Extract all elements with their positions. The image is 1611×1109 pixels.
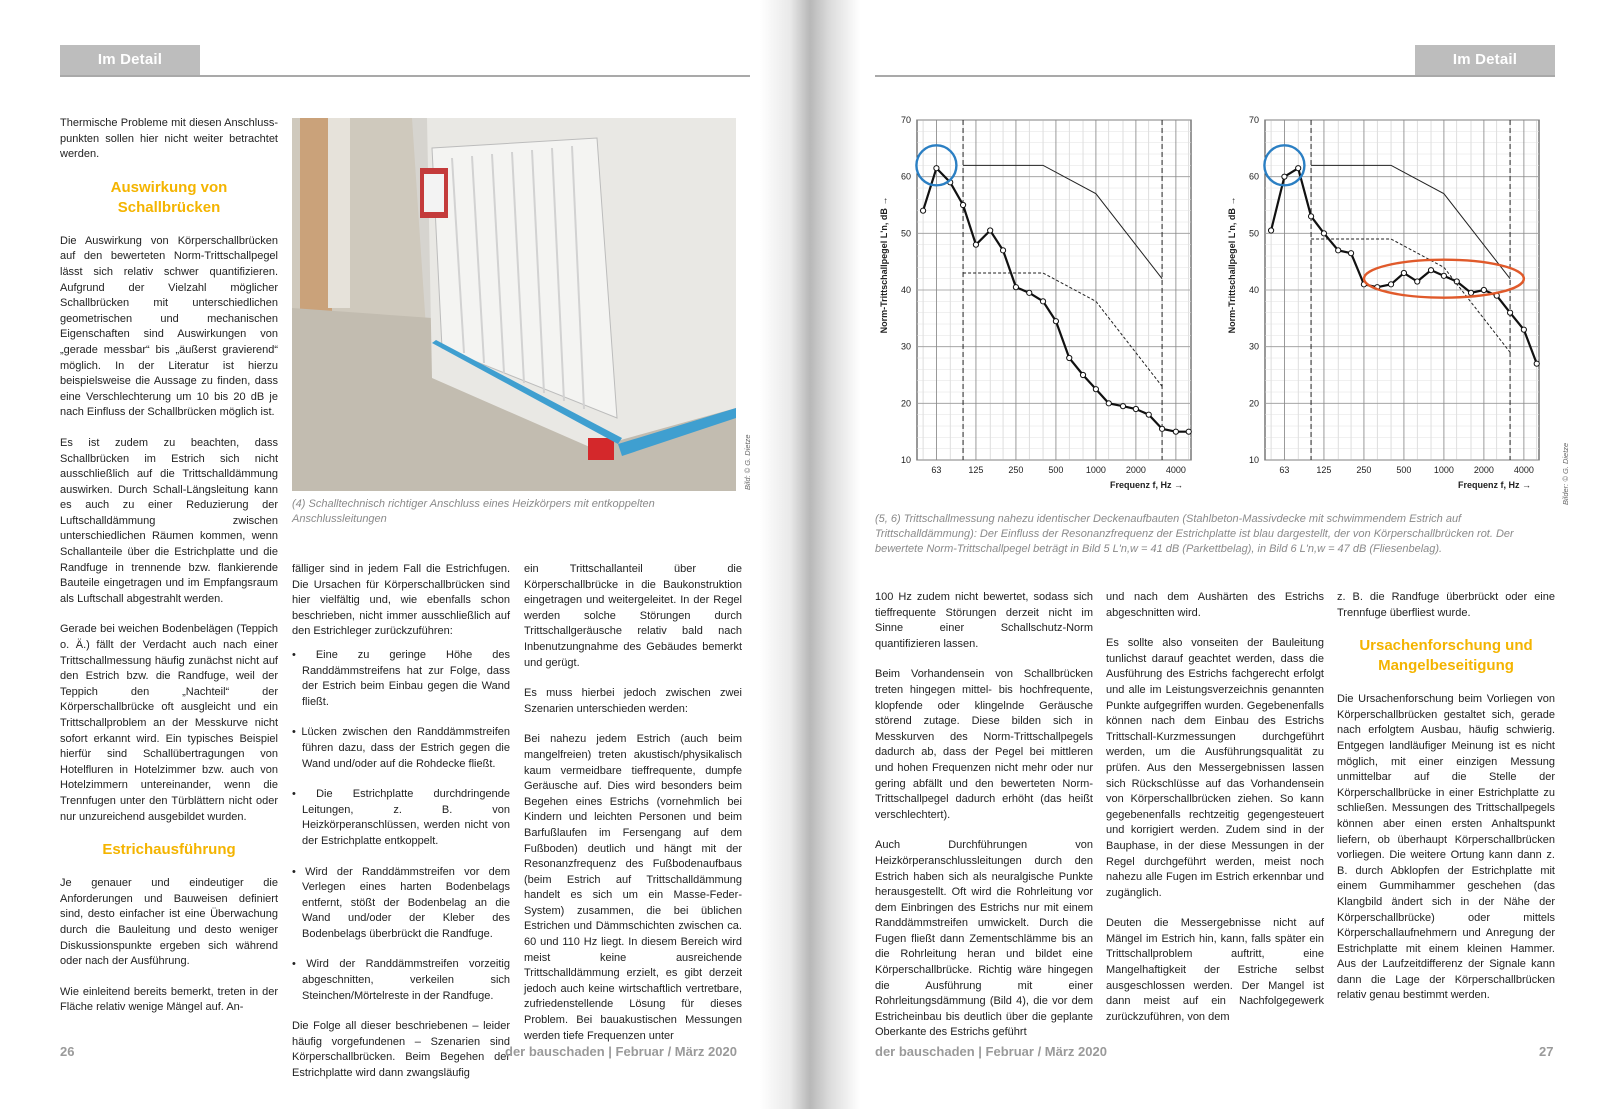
left-header xyxy=(60,45,750,77)
paragraph: z. B. die Randfuge überbrückt oder eine Trennfuge überfliest wurde. xyxy=(1337,591,1555,619)
paragraph: Die Auswirkung von Körperschallbrücken auf den bewerteten Norm-Trittschallpegel lässt sich relativ schwer quantifizieren. Aufgrund der Vielzahl möglicher Schallbrücken mit unterschiedlichen geometrischen und mechanischen Eigenschaften sind Auswirkungen von „gerade messbar“ bis „äußerst gravierend“ möglich. In der Literatur ist hierzu beispielsweise die Aussage zu finden, dass eine Verschlechterung um 10 bis 20 dB je nach Einfluss der Schallbrücken möglich ist. xyxy=(60,234,278,419)
y-tick-label: 50 xyxy=(900,228,911,239)
header-rule xyxy=(875,75,1555,77)
y-tick-label: 40 xyxy=(1248,285,1259,295)
section-heading: Auswirkung von Schallbrücken xyxy=(110,178,228,216)
data-point xyxy=(1106,401,1111,406)
radiator-photo xyxy=(292,118,736,491)
footer-title: der bauschaden | Februar / März 2020 xyxy=(505,1044,737,1059)
y-tick-label: 60 xyxy=(900,171,911,182)
data-point xyxy=(1507,310,1512,315)
x-tick-label: 1000 xyxy=(1433,465,1454,475)
page-number: 27 xyxy=(1539,1044,1554,1059)
bullet-item: • Wird der Randdämmstreifen vorzeitig abgeschnitten, verkeilen sich Steinchen/Mörtelreste in der Randfuge. xyxy=(292,957,510,1004)
data-point xyxy=(1468,290,1473,295)
left-column-2 xyxy=(292,562,510,1097)
bullet-item: • Eine zu geringe Höhe des Randdämmstreifens hat zur Folge, dass der Estrich beim Einbau gegen die Wand fließt. xyxy=(292,648,510,710)
right-column-2 xyxy=(1106,590,1324,1040)
paragraph: Bei nahezu jedem Estrich (auch beim mangelfreien) treten akustisch/physikalisch kaum vermeidbare tieffrequente, dumpfe Geräusche auf. Dies wird besonders beim Begehen eines Estrichs (vornehmlich bei Kindern und leichten Personen und beim Barfußlaufen im Fersengang auf dem Fußboden) deutlich und hängt mit der Resonanzfrequenz des Fußbodenaufbaus (beim Estrich auf Trittschalldämmung handelt es sich um ein Masse-Feder-System) zusammen, die bei üblichen Estrichen und Dämmschichten zwischen ca. 60 und 110 Hz liegt. In diesem Bereich wird meist keine ausreichende Trittschalldämmung erzielt, es gibt derzeit jedoch auch keine wirtschaftlich vertretbare, zufriedenstellende Lösung für dieses Problem. Bei bauakustischen Messungen werden tiefe Frequenzen unter xyxy=(524,733,742,1042)
x-axis-label: Frequenz f, Hz → xyxy=(1457,480,1531,490)
data-point xyxy=(1296,166,1301,171)
x-tick-label: 500 xyxy=(1048,465,1064,475)
data-point xyxy=(1186,429,1191,434)
x-tick-label: 1000 xyxy=(1085,465,1106,475)
charts-credit: Bilder: © G. Dietze xyxy=(1561,442,1570,505)
data-point xyxy=(1521,327,1526,332)
data-point xyxy=(1348,251,1353,256)
intro-paragraph: Thermische Probleme mit diesen Anschlusspunkten sollen hier nicht weiter betrachtet werden. xyxy=(60,117,278,161)
x-tick-label: 4000 xyxy=(1513,465,1534,475)
data-point xyxy=(934,166,939,171)
data-point xyxy=(1441,273,1446,278)
paragraph: Beim Vorhandensein von Schallbrücken treten hingegen mittel- bis hochfrequente, klopfende oder klingelnde Geräusche störend zutage. Diese bilden sich in Messkurven des Norm-Trittschallpegels dadurch ab, dass der Pegel bei mittleren und hohen Frequenzen nicht mehr oder nur gering abfällt und den bewerteten Norm-Trittschallpegel dadurch erhöht (das heißt verschlechtert). xyxy=(875,668,1093,821)
page-number: 26 xyxy=(60,1044,75,1059)
data-point xyxy=(1173,429,1178,434)
data-point xyxy=(1040,299,1045,304)
bullet-item: • Die Estrichplatte durchdringende Leitungen, z. B. von Heizkörperanschlüssen, werden nicht von der Estrichplatte entkoppelt. xyxy=(292,787,510,849)
paragraph: Es ist zudem zu beachten, dass Schallbrücken im Estrich sich nicht ausschließlich auf die Trittschalldämmung auswirken. Durch Schall-Längsleitung kann es auch zu einer Reduzierung der Luftschalldämmung zwischen unterschiedlichen Räumen kommen, wenn Schallanteile über die Estrichplatte und die Randfuge in trennende bzw. flankierende Bauteile eingetragen und im Empfangsraum als Luftschall abgestrahlt werden. xyxy=(60,436,278,605)
data-point xyxy=(1481,287,1486,292)
data-point xyxy=(1080,372,1085,377)
paragraph: Es sollte also vonseiten der Bauleitung tunlichst darauf geachtet werden, dass die Ausführung des Estrichs fachgerecht erfolgt und alle im Leistungsverzeichnis genannten Punkte aufgegriffen wurden. Gegebenenfalls können nach dem Einbau des Estrichs Trittschall-Kurzmessungen durchgeführt werden, um die Ausführungsqualität zu prüfen. Aus den Messergebnissen lassen sich Rückschlüsse auf das Vorhandensein von Körperschallbrücken ziehen. So kann gegebenenfalls rechtzeitig gegengesteuert und korrigiert werden. Zudem sind in der Bauphase, in der diese Messungen in der Regel durchgeführt werden, meist noch nahezu alle Fugen im Estrich erkennbar und zugänglich. xyxy=(1106,637,1324,899)
data-point xyxy=(1053,319,1058,324)
data-point xyxy=(973,242,978,247)
photo-caption: (4) Schalltechnisch richtiger Anschluss eines Heizkörpers mit entkoppelten Anschlussleitungen xyxy=(292,498,655,525)
x-tick-label: 125 xyxy=(1316,465,1332,475)
y-tick-label: 10 xyxy=(1248,455,1259,465)
chart-figure-6 xyxy=(1221,112,1551,507)
data-point xyxy=(1534,361,1539,366)
paragraph: ein Trittschallanteil über die Körperschallbrücke in die Baukonstruktion eingetragen und weitergeleitet. In der Regel werden solche Störungen durch Trittschallgeräusche relativ bald nach Inbenutzungnahme des Gebäudes bemerkt und gerügt. xyxy=(524,563,742,669)
data-point xyxy=(1027,290,1032,295)
header-tab: Im Detail xyxy=(60,45,200,75)
y-tick-label: 50 xyxy=(1248,228,1259,239)
y-tick-label: 20 xyxy=(1248,398,1259,409)
y-tick-label: 70 xyxy=(900,115,911,125)
data-point xyxy=(1133,406,1138,411)
data-point xyxy=(1428,268,1433,273)
data-point xyxy=(1000,248,1005,253)
y-axis-label: Norm-Trittschallpegel L'n, dB → xyxy=(879,196,889,334)
x-tick-label: 250 xyxy=(1356,465,1372,475)
bullet-item: • Wird der Randdämmstreifen vor dem Verlegen eines harten Bodenbelags entfernt, stößt der Bodenbelag an die Wand und/oder der Kleber des Bodenbelags überbrückt die Randfuge. xyxy=(292,865,510,943)
chart-figure-5 xyxy=(873,112,1203,507)
data-point xyxy=(1388,282,1393,287)
y-tick-label: 10 xyxy=(900,455,911,465)
paragraph: und nach dem Aushärten des Estrichs abgeschnitten wird. xyxy=(1106,591,1324,619)
left-column-1 xyxy=(60,116,278,1031)
right-page xyxy=(835,0,1611,1109)
data-point xyxy=(1146,412,1151,417)
data-point xyxy=(1321,231,1326,236)
paragraph: Wie einleitend bereits bemerkt, treten in der Fläche relativ wenige Mängel auf. An- xyxy=(60,985,278,1014)
paragraph: Je genauer und eindeutiger die Anforderungen und Bauweisen definiert sind, desto einfacher ist eine Überwachung durch die Bauleitung und desto weniger Diskussionspunkte ergeben sich während oder nach der Ausführung. xyxy=(60,877,278,968)
data-point xyxy=(988,228,993,233)
data-point xyxy=(1268,228,1273,233)
data-point xyxy=(920,208,925,213)
header-rule xyxy=(60,75,750,77)
paragraph: Gerade bei weichen Bodenbelägen (Teppich o. Ä.) fällt der Verdacht auch nach einer Trittschallmessung häufig zunächst nicht auf den Estrich bzw. die Randfuge, weil der Teppich den „Nachteil“ der Körperschallbrücke oft ausgleicht und ein Trittschallproblem an der Messkurve nicht sofort erkannt wird. Ein typisches Beispiel hierfür sind Schallübertragungen von Hotelfluren in Hotelzimmer bzw. auch von Hotelzimmern untereinander, wenn die Trennfugen unter den Türblättern nicht oder nur unzureichend ausgebildet wurden. xyxy=(60,623,278,823)
y-axis-label: Norm-Trittschallpegel L'n, dB → xyxy=(1227,196,1237,334)
section-heading: Ursachenforschung und Mangelbeseitigung xyxy=(1359,637,1533,675)
x-axis-label: Frequenz f, Hz → xyxy=(1109,480,1183,490)
y-tick-label: 60 xyxy=(1248,171,1259,182)
data-point xyxy=(1282,174,1287,179)
x-tick-label: 125 xyxy=(968,465,984,475)
paragraph: 100 Hz zudem nicht bewertet, sodass sich tieffrequente Störungen derzeit nicht im Sinne einer Schallschutz-Norm quantifizieren lassen. xyxy=(875,591,1093,650)
left-page xyxy=(0,0,790,1109)
data-point xyxy=(1093,387,1098,392)
data-point xyxy=(1336,248,1341,253)
header-tab: Im Detail xyxy=(1415,45,1555,75)
paragraph: Es muss hierbei jedoch zwischen zwei Szenarien unterschieden werden: xyxy=(524,687,742,715)
paragraph: Auch Durchführungen von Heizkörperanschlussleitungen durch den Estrich haben sich als neuralgische Punkte herausgestellt. Oft wird die Rohrleitung vor dem Einbringen des Estrichs nur mit einem Randdämmstreifen umwickelt. Durch die Fugen fließt dann Zementschlämme bis an die Rohrleitung heran und bildet eine Körperschallbrücke. Richtig wäre hingegen die Ausführung mit einer Rohrleitungsdämmung (Bild 4), die vor dem Estricheinbau bis deutlich über die geplante Oberkante des Estrichs geführt xyxy=(875,839,1093,1039)
right-column-1 xyxy=(875,590,1093,1056)
data-point xyxy=(1013,285,1018,290)
photo-credit: Bild: © G. Dietze xyxy=(743,434,752,490)
data-point xyxy=(1415,279,1420,284)
x-tick-label: 63 xyxy=(1279,465,1290,475)
left-column-3 xyxy=(524,562,742,1059)
paragraph: fälliger sind in jedem Fall die Estrichfugen. Die Ursachen für Körperschallbrücken sind hier vielfältig und, wie ebenfalls schon beschrieben, nicht immer ausschließlich auf den Estrichleger zurückzuführen: xyxy=(292,563,510,638)
x-tick-label: 63 xyxy=(931,465,942,475)
bullet-item: • Lücken zwischen den Randdämmstreifen führen dazu, dass der Estrich gegen die Wand und/oder auf die Rohdecke fließt. xyxy=(292,725,510,772)
paragraph: Deuten die Messergebnisse nicht auf Mängel im Estrich hin, kann, falls später ein Trittschallproblem auftritt, eine Mangelhaftigkeit der Estriche selbst ausgeschlossen werden. Der Mangel ist dann meist auf ein Nachfolgegewerk zurückzuführen, von dem xyxy=(1106,917,1324,1023)
x-tick-label: 2000 xyxy=(1125,465,1146,475)
charts-caption: (5, 6) Trittschallmessung nahezu identischer Deckenaufbauten (Stahlbeton-Massivdecke mit schwimmendem Estrich auf Trittschalldämmung): Der Einfluss der Resonanzfrequenz der Estrichplatte ist blau dargestellt, der von Körperschallbrücken rot. Der bewertete Norm-Trittschallpegel beträgt in Bild 5 L'n,w = 41 dB (Parkettbelag), in Bild 6 L'n,w = 47 dB (Fliesenbelag). xyxy=(875,513,1514,555)
x-tick-label: 2000 xyxy=(1473,465,1494,475)
paragraph: Die Ursachenforschung beim Vorliegen von Körperschallbrücken gestaltet sich, gerade nach erfolgtem Ausbau, häufig schwierig. Entgegen landläufiger Meinung ist es nicht möglich, mit einer einzigen Messung unmittelbar auf die Stelle der Körperschallbrücke in einer Estrichplatte zu schließen. Messungen des Trittschallpegels können aber einen ersten Anhaltspunkt liefern, ob überhaupt Körperschallbrücken vorliegen. Die weitere Ortung kann dann z. B. durch Abklopfen der Estrichplatte mit einem Gummihammer geschehen (das Klangbild ändert sich in der Nähe der Körperschallbrücke) oder mittels Körperschallaufnehmern und Anregung der Estrichplatte mit einem kleinen Hammer. Aus der Laufzeitdifferenz der Signale kann dann die Lage der Körperschallbrücken relativ genau bestimmt werden. xyxy=(1337,693,1555,1002)
radiator-photo-illustration xyxy=(292,118,736,491)
chart-svg xyxy=(1221,112,1551,502)
y-tick-label: 30 xyxy=(900,341,911,352)
x-tick-label: 250 xyxy=(1008,465,1024,475)
y-tick-label: 30 xyxy=(1248,341,1259,352)
chart-svg xyxy=(873,112,1203,502)
x-tick-label: 500 xyxy=(1396,465,1412,475)
y-tick-label: 20 xyxy=(900,398,911,409)
y-tick-label: 70 xyxy=(1248,115,1259,125)
y-tick-label: 40 xyxy=(900,285,911,295)
section-heading: Estrichausführung xyxy=(102,841,236,859)
data-point xyxy=(1120,404,1125,409)
data-point xyxy=(1159,426,1164,431)
paragraph: Die Folge all dieser beschriebenen – leider häufig vorgefundenen – Szenarien sind Körperschallbrücken. Beim Begehen der Estrichplatte wird dann zwangsläufig xyxy=(292,1020,510,1080)
data-point xyxy=(1067,355,1072,360)
footer-title: der bauschaden | Februar / März 2020 xyxy=(875,1044,1107,1059)
data-point xyxy=(1401,270,1406,275)
x-tick-label: 4000 xyxy=(1165,465,1186,475)
right-column-3 xyxy=(1337,590,1555,1019)
data-point xyxy=(960,202,965,207)
data-point xyxy=(1308,214,1313,219)
right-header xyxy=(875,45,1555,77)
